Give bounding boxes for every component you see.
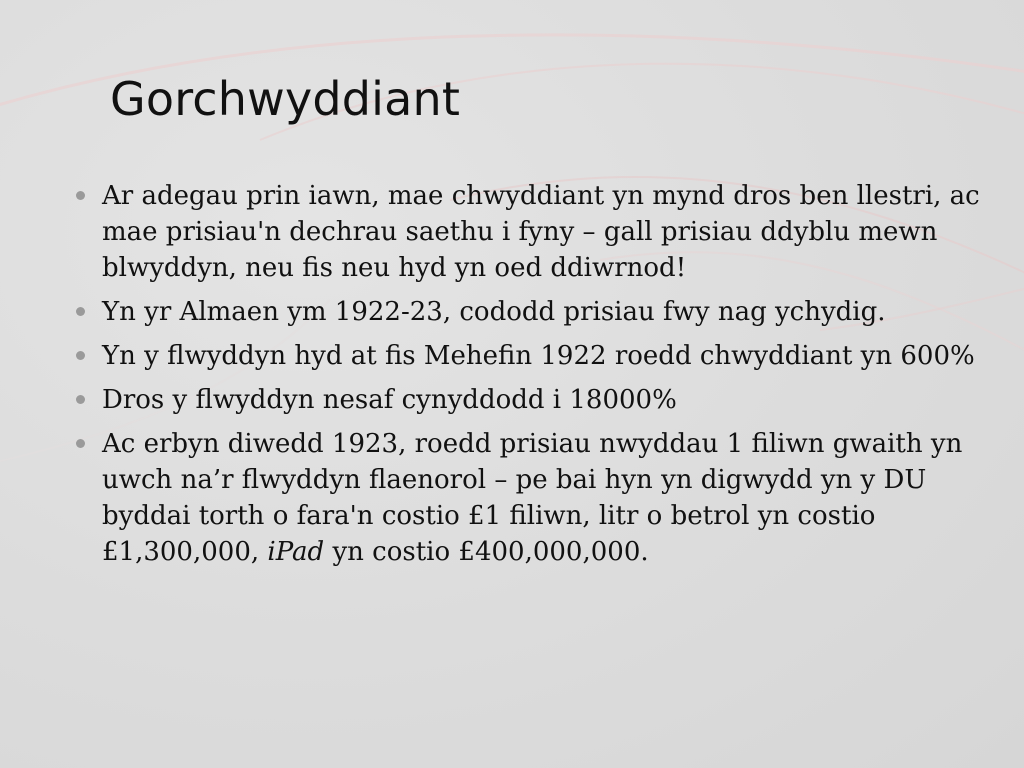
bullet-dot-icon [76, 395, 85, 404]
bullet-dot-icon [76, 439, 85, 448]
bullet-dot-icon [76, 191, 85, 200]
bullet-item [70, 338, 980, 374]
bullet-list [70, 178, 980, 578]
bullet-text-italic: iPad [267, 537, 325, 567]
bullet-dot-icon [76, 351, 85, 360]
bullet-item [70, 294, 980, 330]
bullet-text-part: yn costio £400,000,000. [324, 537, 649, 567]
bullet-item [70, 426, 980, 570]
bullet-text [102, 429, 962, 567]
slide-title: Gorchwyddiant [110, 72, 461, 126]
bullet-text: Yn yr Almaen ym 1922-23, cododd prisiau fwy nag ychydig. [102, 297, 886, 327]
bullet-text: Yn y flwyddyn hyd at fis Mehefin 1922 roedd chwyddiant yn 600% [102, 341, 975, 371]
bullet-text: Ar adegau prin iawn, mae chwyddiant yn mynd dros ben llestri, ac mae prisiau'n dechrau saethu i fyny – gall prisiau ddyblu mewn blwyddyn, neu fis neu hyd yn oed ddiwrnod! [102, 181, 980, 283]
bullet-text: Dros y flwyddyn nesaf cynyddodd i 18000% [102, 385, 677, 415]
bullet-item [70, 382, 980, 418]
bullet-dot-icon [76, 307, 85, 316]
bullet-text-part: Ac erbyn diwedd 1923, roedd prisiau nwyddau 1 filiwn gwaith yn uwch na’r flwyddyn flaenorol – pe bai hyn yn digwydd yn y DU byddai torth o fara'n costio £1 filiwn, litr o betrol yn costio £1,300,000, [102, 429, 963, 567]
bullet-item [70, 178, 980, 286]
